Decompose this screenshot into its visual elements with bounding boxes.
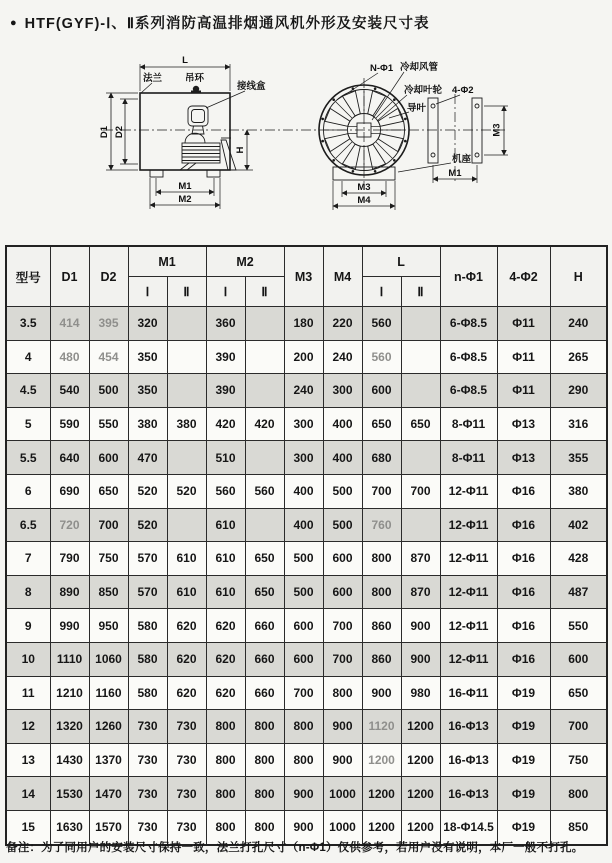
header-m3: M3 [284, 246, 323, 307]
value-cell: 600 [362, 374, 401, 408]
value-cell: 890 [50, 575, 89, 609]
value-cell: 16-Φ13 [440, 777, 497, 811]
value-cell: 660 [245, 609, 284, 643]
value-cell: 300 [284, 441, 323, 475]
value-cell: 800 [362, 575, 401, 609]
table-row [6, 743, 607, 777]
header-d2: D2 [89, 246, 128, 307]
header-l-ii: Ⅱ [401, 277, 440, 307]
value-cell: 730 [167, 710, 206, 744]
model-cell: 10 [6, 642, 50, 676]
value-cell: Φ16 [497, 642, 550, 676]
value-cell: 1200 [401, 810, 440, 844]
value-cell: 470 [128, 441, 167, 475]
value-cell: 300 [284, 407, 323, 441]
value-cell: 620 [167, 642, 206, 676]
footnote: 备注：为了同用户的安装尺寸保持一致，法兰打孔尺寸（n-Φ1）仅供参考，若用户没有说明，本厂一般不打孔。 [6, 842, 584, 854]
value-cell: 730 [167, 810, 206, 844]
header-m1-ii: Ⅱ [167, 277, 206, 307]
value-cell: Φ11 [497, 340, 550, 374]
value-cell: 660 [245, 676, 284, 710]
value-cell: 12-Φ11 [440, 542, 497, 576]
value-cell: 600 [89, 441, 128, 475]
dim-label-M1: M1 [178, 181, 192, 192]
dim-label-M4: M4 [357, 195, 371, 206]
value-cell: 220 [323, 307, 362, 341]
value-cell: 8-Φ11 [440, 407, 497, 441]
model-cell: 7 [6, 542, 50, 576]
table-row [6, 609, 607, 643]
model-cell: 12 [6, 710, 50, 744]
value-cell: 1200 [401, 743, 440, 777]
value-cell: 1160 [89, 676, 128, 710]
value-cell: 900 [284, 777, 323, 811]
junction-box [188, 106, 208, 126]
dimension-table [5, 245, 608, 846]
model-cell: 8 [6, 575, 50, 609]
value-cell: Φ19 [497, 777, 550, 811]
value-cell: 620 [206, 676, 245, 710]
value-cell: 350 [128, 340, 167, 374]
table-row [6, 407, 607, 441]
value-cell: 580 [128, 642, 167, 676]
value-cell: 18-Φ14.5 [440, 810, 497, 844]
value-cell: 850 [89, 575, 128, 609]
value-cell: 6-Φ8.5 [440, 307, 497, 341]
dim-label-M3-side: M3 [491, 123, 503, 137]
value-cell: 1630 [50, 810, 89, 844]
value-cell: 510 [206, 441, 245, 475]
dim-label-D1: D1 [99, 125, 110, 139]
value-cell: Φ19 [497, 710, 550, 744]
value-cell: 380 [167, 407, 206, 441]
value-cell: 12-Φ11 [440, 474, 497, 508]
value-cell: 400 [323, 441, 362, 475]
header-m2-i: Ⅰ [206, 277, 245, 307]
value-cell: 620 [167, 609, 206, 643]
value-cell: 620 [206, 642, 245, 676]
value-cell: 1000 [323, 810, 362, 844]
value-cell: 700 [550, 710, 607, 744]
value-cell: 990 [50, 609, 89, 643]
value-cell: 16-Φ13 [440, 710, 497, 744]
front-view [319, 61, 474, 210]
value-cell: 900 [401, 642, 440, 676]
value-cell: Φ16 [497, 508, 550, 542]
value-cell: 380 [128, 407, 167, 441]
value-cell: 265 [550, 340, 607, 374]
value-cell: 650 [89, 474, 128, 508]
value-cell: 12-Φ11 [440, 575, 497, 609]
value-cell: 580 [128, 676, 167, 710]
value-cell: 1120 [362, 710, 401, 744]
value-cell: 540 [50, 374, 89, 408]
value-cell: 454 [89, 340, 128, 374]
fan-casing [140, 93, 230, 170]
value-cell: 487 [550, 575, 607, 609]
dim-label-H: H [235, 146, 246, 154]
value-cell: 1530 [50, 777, 89, 811]
value-cell: Φ16 [497, 575, 550, 609]
value-cell: 800 [206, 743, 245, 777]
value-cell: 8-Φ11 [440, 441, 497, 475]
header-m2-ii: Ⅱ [245, 277, 284, 307]
guide-vane-label: 导叶 [407, 103, 427, 114]
value-cell [245, 508, 284, 542]
header-l: L [362, 246, 440, 277]
model-cell: 9 [6, 609, 50, 643]
flange-label: 法兰 [143, 73, 163, 84]
value-cell: 700 [401, 474, 440, 508]
dim-label-M1-side: M1 [448, 168, 462, 179]
value-cell: 500 [323, 508, 362, 542]
value-cell [245, 374, 284, 408]
header-m1-i: Ⅰ [128, 277, 167, 307]
value-cell: 610 [206, 542, 245, 576]
value-cell: 1200 [401, 777, 440, 811]
value-cell: 1570 [89, 810, 128, 844]
value-cell: Φ13 [497, 407, 550, 441]
lifting-ring-label: 吊环 [185, 73, 205, 84]
foot-left [150, 170, 163, 177]
value-cell: Φ11 [497, 307, 550, 341]
value-cell: 420 [206, 407, 245, 441]
table-row [6, 575, 607, 609]
motor-dome [185, 133, 205, 143]
value-cell [245, 441, 284, 475]
motor-ribs [182, 147, 220, 161]
value-cell: Φ16 [497, 474, 550, 508]
value-cell: 360 [206, 307, 245, 341]
model-cell: 14 [6, 777, 50, 811]
value-cell [401, 441, 440, 475]
value-cell: 480 [50, 340, 89, 374]
value-cell: 350 [128, 374, 167, 408]
header-h: H [550, 246, 607, 307]
dim-label-M2: M2 [178, 194, 192, 205]
table-row [6, 710, 607, 744]
value-cell: 650 [362, 407, 401, 441]
table-row [6, 474, 607, 508]
value-cell: 16-Φ13 [440, 743, 497, 777]
value-cell: 730 [128, 777, 167, 811]
header-d1: D1 [50, 246, 89, 307]
table-row [6, 441, 607, 475]
value-cell: 760 [362, 508, 401, 542]
value-cell: 400 [323, 407, 362, 441]
value-cell: 1200 [401, 710, 440, 744]
model-cell: 4.5 [6, 374, 50, 408]
value-cell [167, 340, 206, 374]
value-cell: 316 [550, 407, 607, 441]
model-cell: 15 [6, 810, 50, 844]
value-cell: 620 [206, 609, 245, 643]
table-row [6, 542, 607, 576]
header-m2: M2 [206, 246, 284, 277]
table-row [6, 374, 607, 408]
title-text: HTF(GYF)-Ⅰ、Ⅱ系列消防高温排烟通风机外形及安装尺寸表 [24, 16, 430, 32]
value-cell [167, 508, 206, 542]
value-cell: Φ19 [497, 743, 550, 777]
value-cell: 900 [401, 609, 440, 643]
value-cell [401, 307, 440, 341]
value-cell: 570 [128, 575, 167, 609]
value-cell: Φ13 [497, 441, 550, 475]
foot-right [207, 170, 220, 177]
table-row [6, 642, 607, 676]
value-cell: 560 [206, 474, 245, 508]
value-cell: 355 [550, 441, 607, 475]
value-cell [167, 374, 206, 408]
value-cell: Φ16 [497, 542, 550, 576]
value-cell: 800 [362, 542, 401, 576]
value-cell: 900 [323, 710, 362, 744]
model-cell: 13 [6, 743, 50, 777]
value-cell: 12-Φ11 [440, 508, 497, 542]
header-l-i: Ⅰ [362, 277, 401, 307]
value-cell [401, 374, 440, 408]
value-cell: 800 [206, 777, 245, 811]
value-cell: 800 [323, 676, 362, 710]
value-cell: 800 [245, 743, 284, 777]
value-cell: 560 [245, 474, 284, 508]
value-cell: 300 [323, 374, 362, 408]
value-cell: Φ19 [497, 676, 550, 710]
value-cell: 180 [284, 307, 323, 341]
table-row [6, 340, 607, 374]
value-cell: 610 [167, 575, 206, 609]
value-cell: 1370 [89, 743, 128, 777]
value-cell: 290 [550, 374, 607, 408]
model-cell: 4 [6, 340, 50, 374]
value-cell [167, 307, 206, 341]
value-cell: 520 [128, 474, 167, 508]
cooling-duct-label: 冷却风管 [400, 62, 439, 73]
value-cell: 1200 [362, 743, 401, 777]
value-cell: 600 [284, 642, 323, 676]
value-cell [401, 340, 440, 374]
bolt-holes-label: N-Φ1 [370, 63, 394, 74]
value-cell: 390 [206, 340, 245, 374]
value-cell: 580 [128, 609, 167, 643]
value-cell: 1110 [50, 642, 89, 676]
value-cell: 320 [128, 307, 167, 341]
value-cell: 240 [284, 374, 323, 408]
value-cell [245, 307, 284, 341]
junction-box-label: 接线盒 [237, 81, 266, 92]
value-cell: 900 [284, 810, 323, 844]
value-cell: 500 [284, 542, 323, 576]
value-cell: 700 [362, 474, 401, 508]
table-row [6, 307, 607, 341]
dim-label-L: L [182, 55, 188, 66]
value-cell: 600 [323, 542, 362, 576]
value-cell: 800 [245, 810, 284, 844]
table-row [6, 676, 607, 710]
value-cell: 380 [550, 474, 607, 508]
value-cell: 730 [128, 710, 167, 744]
side-view [99, 55, 266, 209]
model-cell: 5.5 [6, 441, 50, 475]
value-cell: 620 [167, 676, 206, 710]
model-cell: 6 [6, 474, 50, 508]
table-row [6, 777, 607, 811]
value-cell: 390 [206, 374, 245, 408]
dimension-drawing [0, 50, 612, 242]
value-cell: 860 [362, 609, 401, 643]
value-cell: 860 [362, 642, 401, 676]
value-cell: 790 [50, 542, 89, 576]
value-cell: 700 [323, 609, 362, 643]
value-cell: 560 [362, 307, 401, 341]
base-label: 机座 [452, 154, 472, 165]
value-cell: 414 [50, 307, 89, 341]
table-header [6, 246, 607, 307]
header-model: 型号 [6, 246, 50, 307]
page-title [10, 12, 430, 33]
bracket-holes-label: 4-Φ2 [452, 85, 474, 96]
value-cell: 420 [245, 407, 284, 441]
value-cell: 800 [206, 810, 245, 844]
value-cell: 400 [284, 508, 323, 542]
header-m4: M4 [323, 246, 362, 307]
value-cell: 1200 [362, 810, 401, 844]
value-cell: 700 [284, 676, 323, 710]
value-cell: 1200 [362, 777, 401, 811]
value-cell: Φ11 [497, 374, 550, 408]
value-cell: 400 [284, 474, 323, 508]
value-cell: 800 [550, 777, 607, 811]
value-cell: Φ16 [497, 609, 550, 643]
dim-label-D2: D2 [114, 125, 125, 139]
value-cell: 560 [362, 340, 401, 374]
value-cell: 950 [89, 609, 128, 643]
value-cell: 800 [245, 777, 284, 811]
value-cell: 730 [167, 743, 206, 777]
value-cell: 690 [50, 474, 89, 508]
value-cell: 650 [401, 407, 440, 441]
value-cell: 6-Φ8.5 [440, 340, 497, 374]
value-cell: 1260 [89, 710, 128, 744]
value-cell: 800 [206, 710, 245, 744]
value-cell: Φ19 [497, 810, 550, 844]
value-cell: 650 [550, 676, 607, 710]
value-cell: 520 [167, 474, 206, 508]
junction-box-inner [192, 110, 205, 123]
value-cell: 1470 [89, 777, 128, 811]
value-cell: 12-Φ11 [440, 642, 497, 676]
value-cell: 600 [284, 609, 323, 643]
value-cell: 730 [128, 743, 167, 777]
value-cell: 800 [284, 710, 323, 744]
value-cell [245, 340, 284, 374]
value-cell: 610 [167, 542, 206, 576]
value-cell: 12-Φ11 [440, 609, 497, 643]
value-cell: 600 [323, 575, 362, 609]
value-cell: 1210 [50, 676, 89, 710]
value-cell: 870 [401, 575, 440, 609]
value-cell [167, 441, 206, 475]
value-cell: 395 [89, 307, 128, 341]
value-cell: 570 [128, 542, 167, 576]
value-cell: 610 [206, 508, 245, 542]
value-cell: 200 [284, 340, 323, 374]
value-cell: 1060 [89, 642, 128, 676]
value-cell: 900 [323, 743, 362, 777]
header-4-phi2: 4-Φ2 [497, 246, 550, 307]
value-cell: 500 [323, 474, 362, 508]
value-cell [401, 508, 440, 542]
dim-label-M3: M3 [357, 182, 371, 193]
value-cell: 720 [50, 508, 89, 542]
model-cell: 3.5 [6, 307, 50, 341]
value-cell: 980 [401, 676, 440, 710]
value-cell: 650 [245, 575, 284, 609]
model-cell: 11 [6, 676, 50, 710]
value-cell: 870 [401, 542, 440, 576]
value-cell: 6-Φ8.5 [440, 374, 497, 408]
header-m1: M1 [128, 246, 206, 277]
value-cell: 520 [128, 508, 167, 542]
value-cell: 550 [89, 407, 128, 441]
value-cell: 590 [50, 407, 89, 441]
value-cell: 240 [323, 340, 362, 374]
table-row [6, 508, 607, 542]
value-cell: 650 [245, 542, 284, 576]
header-n-phi1: n-Φ1 [440, 246, 497, 307]
value-cell: 750 [89, 542, 128, 576]
mounting-brackets [428, 94, 508, 184]
value-cell: 800 [245, 710, 284, 744]
value-cell: 402 [550, 508, 607, 542]
value-cell: 16-Φ11 [440, 676, 497, 710]
model-cell: 6.5 [6, 508, 50, 542]
value-cell: 730 [167, 777, 206, 811]
value-cell: 730 [128, 810, 167, 844]
value-cell: 640 [50, 441, 89, 475]
value-cell: 600 [550, 642, 607, 676]
motor-body [182, 143, 220, 163]
value-cell: 800 [284, 743, 323, 777]
cooling-impeller-label: 冷却叶轮 [404, 85, 443, 96]
value-cell: 660 [245, 642, 284, 676]
value-cell: 610 [206, 575, 245, 609]
title-bullet: ● [10, 16, 18, 29]
value-cell: 500 [89, 374, 128, 408]
value-cell: 550 [550, 609, 607, 643]
value-cell: 1320 [50, 710, 89, 744]
value-cell: 240 [550, 307, 607, 341]
value-cell: 1430 [50, 743, 89, 777]
value-cell: 700 [323, 642, 362, 676]
value-cell: 428 [550, 542, 607, 576]
value-cell: 750 [550, 743, 607, 777]
value-cell: 680 [362, 441, 401, 475]
value-cell: 850 [550, 810, 607, 844]
value-cell: 1000 [323, 777, 362, 811]
model-cell: 5 [6, 407, 50, 441]
table-body [6, 307, 607, 845]
value-cell: 500 [284, 575, 323, 609]
lifting-ring-base [191, 91, 201, 94]
value-cell: 700 [89, 508, 128, 542]
value-cell: 900 [362, 676, 401, 710]
